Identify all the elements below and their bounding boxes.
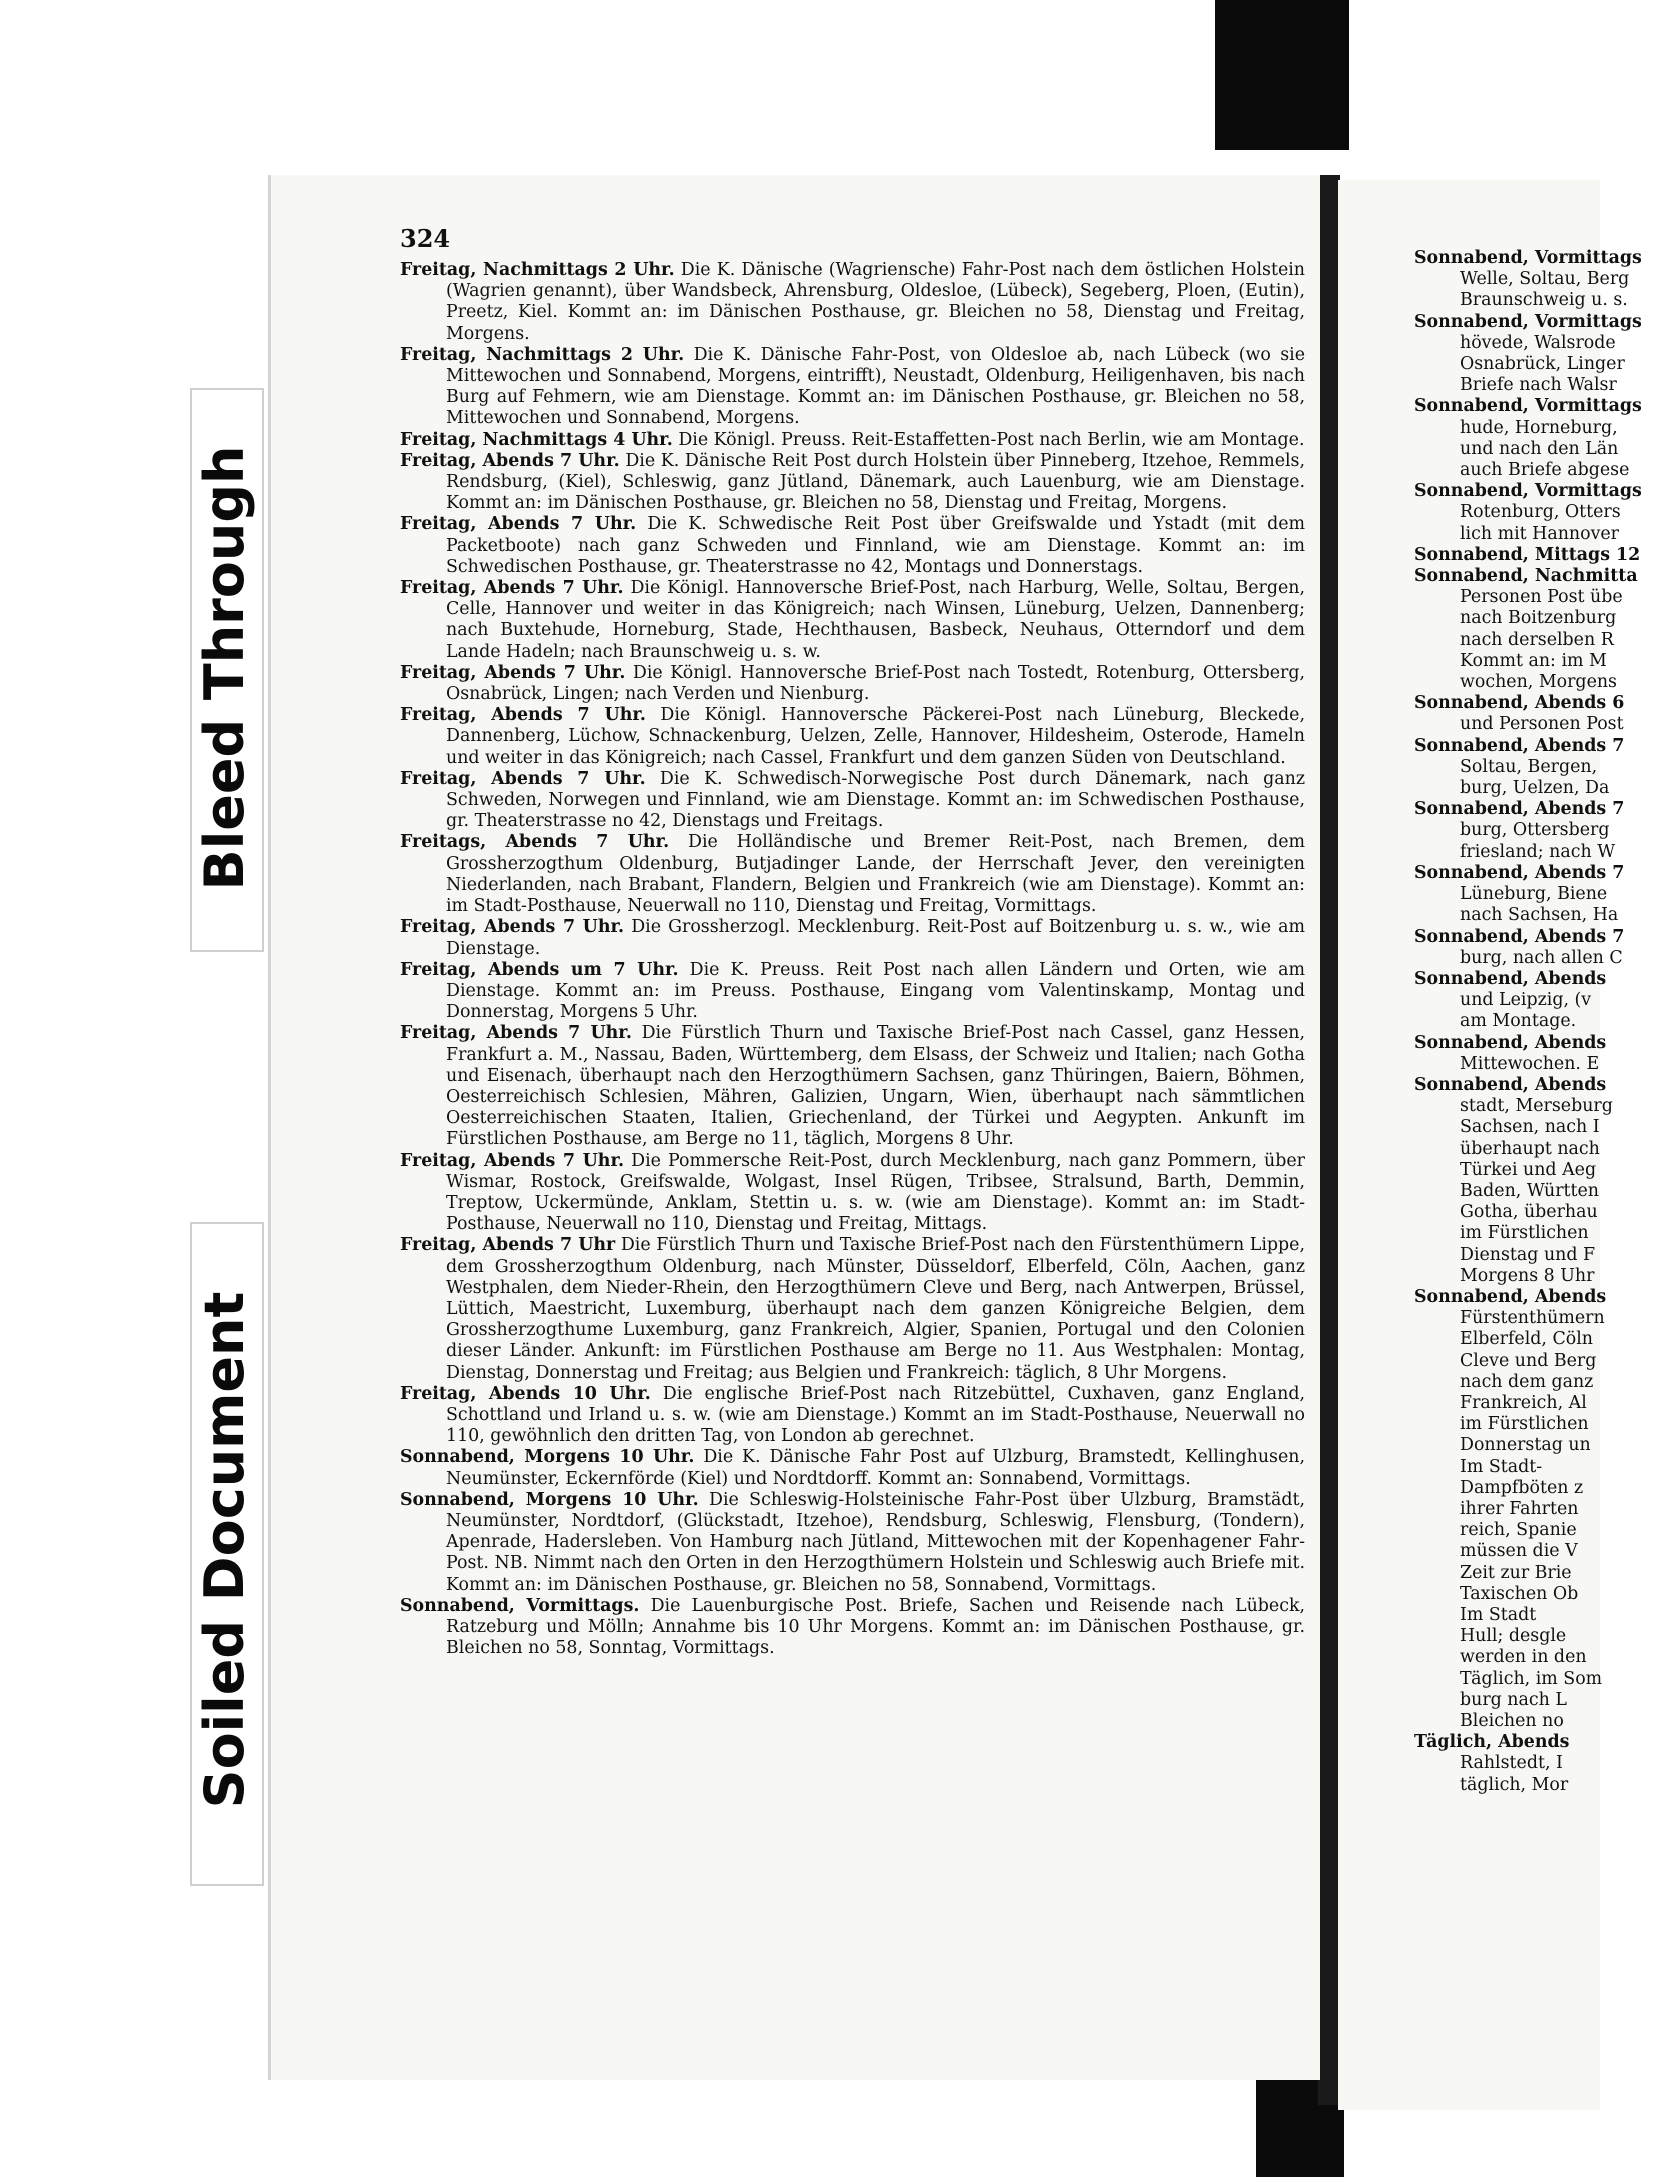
right-entry-line: Sonnabend, Abends 7 [1414,862,1625,883]
entry-time: Freitag, Abends 7 Uhr. [400,768,646,789]
right-entry-line: Sonnabend, Abends 7 [1414,926,1625,947]
right-post-entry [1368,481,1668,545]
post-entry [400,769,1305,833]
entry-time: Sonnabend, Morgens 10 Uhr. [400,1489,699,1510]
entry-text: Die englische Brief-Post nach Ritzebüttel, Cuxhaven, ganz England, Schottland und Irland u. s. w. (wie am Dienstage.) Kommt an im Stadt-Posthause, Neuerwall no 110, gewöhnlich den dritten Tag, von London ab gerechnet. [446,1383,1306,1447]
right-entry-line: lich mit Hannover [1460,523,1619,544]
right-entry-line: Osnabrück, Linger [1460,354,1625,375]
right-entry-line: Rotenburg, Otters [1460,502,1621,523]
right-post-entry [1368,566,1668,693]
post-entry [400,1490,1305,1596]
right-entry-line: Sonnabend, Abends [1414,1286,1607,1307]
right-entry-line: überhaupt nach [1460,1138,1600,1159]
right-entry-line: Frankreich, Al [1460,1392,1587,1413]
right-entry-line: Sonnabend, Abends 7 [1414,735,1625,756]
entry-text: Die Königl. Preuss. Reit-Estaffetten-Post nach Berlin, wie am Montage. [678,429,1305,450]
post-entry [400,960,1305,1024]
right-entry-line: Sonnabend, Abends [1414,968,1607,989]
post-entry [400,430,1305,451]
right-entry-line: Welle, Soltau, Berg [1460,269,1630,290]
right-entry-line: Donnerstag un [1460,1435,1591,1456]
right-entry-line: stadt, Merseburg [1460,1096,1613,1117]
right-entry-line: ihrer Fahrten [1460,1498,1579,1519]
right-entry-line: Täglich, im Som [1460,1668,1603,1689]
right-entry-line: im Fürstlichen [1460,1414,1589,1435]
right-entry-line: Sonnabend, Abends [1414,1074,1607,1095]
entry-text: Die K. Dänische Fahr-Post, von Oldesloe ab, nach Lübeck (wo sie Mittewochen und Sonnabend, Morgens, eintrifft), Neustadt, Oldenburg, Heiligenhaven, bis nach Burg auf Fehmern, wie am Dienstage. Kommt an: im Dänischen Posthause, gr. Bleichen no 58, Mittewochen und Sonnabend, Morgens. [446,344,1305,429]
entry-time: Freitag, Abends 7 Uhr. [400,514,637,535]
soiled-document-stamp: Soiled Document [193,1291,256,1809]
entry-text: Die Holländische und Bremer Reit-Post, nach Bremen, dem Grossherzogthum Oldenburg, Butjadinger Lande, der Herrschaft Jever, den vereinigten Niederlanden, nach Brabant, Flandern, Belgien und Frankreich (wie am Dienstage). Kommt an: im Stadt-Posthause, Neuerwall no 110, Dienstag und Freitag, Vormittags. [446,832,1305,917]
right-entry-line: Cleve und Berg [1460,1350,1597,1371]
right-entry-line: Sonnabend, Mittags 12 [1414,544,1641,565]
right-entry-line: Sonnabend, Vormittags [1414,481,1642,502]
schedule-entries [400,260,1305,1659]
entry-time: Freitags, Abends 7 Uhr. [400,832,670,853]
right-entry-line: Sonnabend, Abends 7 [1414,799,1625,820]
entry-time: Sonnabend, Morgens 10 Uhr. [400,1447,695,1468]
right-entry-line: werden in den [1460,1647,1587,1668]
right-post-entry [1368,248,1668,312]
right-entry-line: Sonnabend, Vormittags [1414,248,1642,268]
right-entry-line: nach Boitzenburg [1460,608,1617,629]
entry-time: Freitag, Nachmittags 2 Uhr. [400,260,675,280]
right-entry-line: Briefe nach Walsr [1460,375,1617,396]
post-entry [400,705,1305,769]
entry-text: Die K. Dänische Reit Post durch Holstein über Pinneberg, Itzehoe, Remmels, Rendsburg, (Kiel), Schleswig, ganz Jütland, Dänemark, auch Lauenburg, wie am Dienstage. Kommt an: im Dänischen Posthause, gr. Bleichen no 58, Dienstag und Freitag, Morgens. [446,450,1305,514]
entry-text: Die K. Dänische Fahr Post auf Ulzburg, Bramstedt, Kellinghusen, Neumünster, Eckernförde (Kiel) und Nordtdorff. Kommt an: Sonnabend, Vormittags. [446,1447,1306,1489]
entry-text: Die Grossherzogl. Mecklenburg. Reit-Post auf Boitzenburg u. s. w., wie am Dienstage. [446,917,1305,959]
post-entry [400,451,1305,515]
entry-time: Freitag, Abends 7 Uhr. [400,917,625,938]
entry-time: Freitag, Abends 7 Uhr. [400,1150,625,1171]
post-entry [400,663,1305,705]
post-entry [400,1023,1305,1150]
right-entry-line: Taxischen Ob [1460,1583,1579,1604]
page-number: 324 [400,224,451,253]
right-post-entry [1368,1075,1668,1287]
right-entry-line: Türkei und Aeg [1460,1159,1597,1180]
right-entry-line: im Fürstlichen [1460,1223,1589,1244]
right-post-entry [1368,927,1668,969]
entry-text: Die K. Dänische (Wagriensche) Fahr-Post nach dem östlichen Holstein (Wagrien genannt), über Wandsbeck, Ahrensburg, Oldesloe, (Lübeck), Segeberg, Ploen, (Eutin), Preetz, Kiel. Kommt an: im Dänischen Posthause, gr. Bleichen no 58, Dienstag und Freitag, Morgens. [446,260,1305,344]
entry-text: Die K. Schwedische Reit Post über Greifswalde und Ystadt (mit dem Packetboote) nach ganz Schweden und Finnland, wie am Dienstage. Kommt an: im Schwedischen Posthause, gr. Theaterstrasse no 42, Montags und Donnerstags. [446,514,1305,577]
gutter-shadow [1318,175,1340,2105]
entry-time: Freitag, Abends um 7 Uhr. [400,959,679,980]
post-entry [400,260,1305,345]
entry-time: Freitag, Abends 7 Uhr. [400,705,646,726]
right-entry-line: Sonnabend, Vormittags [1414,311,1642,332]
right-post-entry [1368,1732,1668,1796]
right-entry-line: Fürstenthümern [1460,1308,1605,1329]
post-entry [400,578,1305,663]
right-entry-line: Braunschweig u. s. [1460,290,1628,311]
right-entry-line: hövede, Walsrode [1460,332,1616,353]
entry-text: Die Fürstlich Thurn und Taxische Brief-Post nach den Fürstenthümern Lippe, dem Grossherzogthum Oldenburg, nach Münster, Düsseldorf, Elberfeld, Cöln, Aachen, ganz Westphalen, dem Nieder-Rhein, den Herzogthümern Cleve und Berg, nach Antwerpen, Brüssel, Lüttich, Maestricht, Luxemburg, überhaupt nach dem ganzen Königreiche Belgien, dem Grossherzogthume Luxemburg, ganz Frankreich, Algier, Spanien, Portugal und den Colonien dieser Länder. Ankunft: im Fürstlichen Posthause am Berge no 11. Aus Westphalen: Montag, Dienstag, Donnerstag und Freitag; aus Belgien und Frankreich: täglich, 8 Uhr Morgens. [446,1235,1305,1383]
right-entry-line: Bleichen no [1460,1711,1564,1732]
right-entry-line: Sonnabend, Abends [1414,1032,1607,1053]
right-entry-line: friesland; nach W [1460,841,1616,862]
right-entry-line: Morgens 8 Uhr [1460,1265,1595,1286]
right-entry-line: Dampfböten z [1460,1477,1584,1498]
bleed-through-stamp: Bleed Through [193,445,256,891]
post-entry [400,1384,1305,1448]
right-entry-line: Zeit zur Brie [1460,1562,1572,1583]
right-post-entry [1368,1287,1668,1732]
right-entry-line: nach derselben R [1460,629,1614,650]
right-page-entries [1368,248,1668,1796]
right-post-entry [1368,312,1668,397]
right-entry-line: Im Stadt [1460,1605,1537,1625]
right-entry-line: auch Briefe abgese [1460,460,1630,481]
right-entry-line: Sonnabend, Nachmitta [1414,566,1638,587]
right-entry-line: Sonnabend, Abends 6 [1414,693,1625,714]
right-entry-line: Sachsen, nach I [1460,1117,1600,1138]
entry-text: Die K. Schwedisch-Norwegische Post durch Dänemark, nach ganz Schweden, Norwegen und Finnland, wie am Dienstage. Kommt an: im Schwedischen Posthause, gr. Theaterstrasse no 42, Dienstags und Freitags. [446,768,1305,832]
post-entry [400,345,1305,430]
entry-text: Die Schleswig-Holsteinische Fahr-Post über Ulzburg, Bramstädt, Neumünster, Nordtdorf, (Glückstadt, Itzehoe), Rendsburg, Schleswig, Flensburg, (Tondern), Apenrade, Hadersleben. Von Hamburg nach Jütland, Mittewochen mit der Kopenhagener Fahr-Post. NB. Nimmt nach den Orten in den Herzogthümern Holstein und Schleswig auch Briefe mit. Kommt an: im Dänischen Posthause, gr. Bleichen no 58, Sonnabend, Vormittags. [446,1489,1306,1595]
right-entry-line: am Montage. [1460,1011,1577,1032]
entry-time: Freitag, Abends 7 Uhr. [400,578,624,599]
post-entry [400,1447,1305,1489]
right-entry-line: wochen, Morgens [1460,672,1617,693]
right-entry-line: nach Sachsen, Ha [1460,905,1619,926]
right-entry-line: Im Stadt- [1460,1456,1543,1477]
right-entry-line: und Leipzig, (v [1460,990,1592,1011]
right-entry-line: reich, Spanie [1460,1520,1577,1541]
right-entry-line: hude, Horneburg, [1460,417,1618,438]
right-post-entry [1368,736,1668,800]
entry-text: Die K. Preuss. Reit Post nach allen Ländern und Orten, wie am Dienstage. Kommt an: im Preuss. Posthause, Eingang vom Valentinskamp, Montag und Donnerstag, Morgens 5 Uhr. [446,959,1305,1023]
right-entry-line: Täglich, Abends [1414,1732,1570,1753]
right-post-entry [1368,545,1668,566]
post-entry [400,1235,1305,1383]
right-entry-line: Gotha, überhau [1460,1202,1598,1223]
top-black-bar [1215,0,1349,150]
entry-text: Die Königl. Hannoversche Brief-Post nach Tostedt, Rotenburg, Ottersberg, Osnabrück, Lingen; nach Verden und Nienburg. [446,662,1305,705]
post-entry [400,832,1305,917]
post-entry [400,917,1305,959]
entry-time: Freitag, Nachmittags 4 Uhr. [400,429,673,450]
right-entry-line: Kommt an: im M [1460,650,1607,671]
entry-time: Freitag, Abends 10 Uhr. [400,1383,651,1404]
right-entry-line: Soltau, Bergen, [1460,756,1598,777]
right-entry-line: Dienstag und F [1460,1244,1596,1265]
right-entry-line: nach dem ganz [1460,1371,1594,1392]
right-entry-line: burg, Ottersberg [1460,820,1610,841]
right-post-entry [1368,1033,1668,1075]
right-post-entry [1368,396,1668,481]
entry-time: Freitag, Abends 7 Uhr [400,1235,616,1256]
right-entry-line: Sonnabend, Vormittags [1414,396,1642,417]
right-post-entry [1368,863,1668,927]
entry-text: Die Pommersche Reit-Post, durch Mecklenburg, nach ganz Pommern, über Wismar, Rostock, Greifswalde, Wolgast, Insel Rügen, Tribsee, Stralsund, Barth, Demmin, Treptow, Uckermünde, Anklam, Stettin u. s. w. (wie am Dienstage). Kommt an: im Stadt-Posthause, Neuerwall no 110, Dienstag und Freitag, Mittags. [446,1150,1305,1235]
post-entry [400,1596,1305,1660]
entry-time: Freitag, Abends 7 Uhr. [400,662,626,683]
entry-time: Freitag, Abends 7 Uhr. [400,450,620,471]
post-entry [400,1151,1305,1236]
entry-text: Die Königl. Hannoversche Päckerei-Post nach Lüneburg, Bleckede, Dannenberg, Lüchow, Schnackenburg, Uelzen, Zelle, Hannover, Hildesheim, Osterode, Hameln und weiter in das Königreich; nach Cassel, Frankfurt und dem ganzen Süden von Deutschland. [446,705,1305,768]
right-entry-line: burg nach L [1460,1689,1567,1710]
right-entry-line: Elberfeld, Cöln [1460,1329,1594,1350]
right-entry-line: Hull; desgle [1460,1626,1567,1647]
right-entry-line: Personen Post übe [1460,587,1623,608]
post-entry [400,514,1305,578]
right-entry-line: Mittewochen. E [1460,1053,1600,1074]
entry-time: Freitag, Nachmittags 2 Uhr. [400,344,685,365]
right-post-entry [1368,969,1668,1033]
right-entry-line: und nach den Län [1460,438,1619,459]
right-post-entry [1368,799,1668,863]
right-entry-line: müssen die V [1460,1541,1578,1562]
entry-time: Sonnabend, Vormittags. [400,1595,640,1616]
entry-text: Die Lauenburgische Post. Briefe, Sachen und Reisende nach Lübeck, Ratzeburg und Mölln; Annahme bis 10 Uhr Morgens. Kommt an: im Dänischen Posthause, gr. Bleichen no 58, Sonntag, Vormittags. [446,1595,1306,1659]
entry-text: Die Fürstlich Thurn und Taxische Brief-Post nach Cassel, ganz Hessen, Frankfurt a. M., Nassau, Baden, Württemberg, dem Elsass, der Schweiz und Italien; nach Gotha und Eisenach, überhaupt nach den Herzogthümern Sachsen, ganz Thüringen, Baiern, Böhmen, Oesterreichisch Schlesien, Mähren, Galizien, Ungarn, Wien, überhaupt nach sämmtlichen Oesterreichischen Staaten, Italien, Griechenland, der Türkei und Aegypten. Ankunft im Fürstlichen Posthause, am Berge no 11, täglich, Morgens 8 Uhr. [446,1023,1305,1150]
right-post-entry [1368,693,1668,735]
right-entry-line: täglich, Mor [1460,1774,1569,1795]
entry-time: Freitag, Abends 7 Uhr. [400,1023,632,1044]
right-entry-line: Rahlstedt, I [1460,1753,1563,1774]
right-entry-line: Lüneburg, Biene [1460,884,1608,905]
right-entry-line: burg, nach allen C [1460,947,1623,968]
entry-text: Die Königl. Hannoversche Brief-Post, nach Harburg, Welle, Soltau, Bergen, Celle, Hannover und weiter in das Königreich; nach Winsen, Lüneburg, Uelzen, Dannenberg; nach Buxtehude, Horneburg, Stade, Hechthausen, Basbeck, Neuhaus, Otterndorf und dem Lande Hadeln; nach Braunschweig u. s. w. [446,578,1305,662]
right-entry-line: burg, Uelzen, Da [1460,778,1610,799]
right-entry-line: und Personen Post [1460,714,1624,735]
right-entry-line: Baden, Württen [1460,1180,1599,1201]
